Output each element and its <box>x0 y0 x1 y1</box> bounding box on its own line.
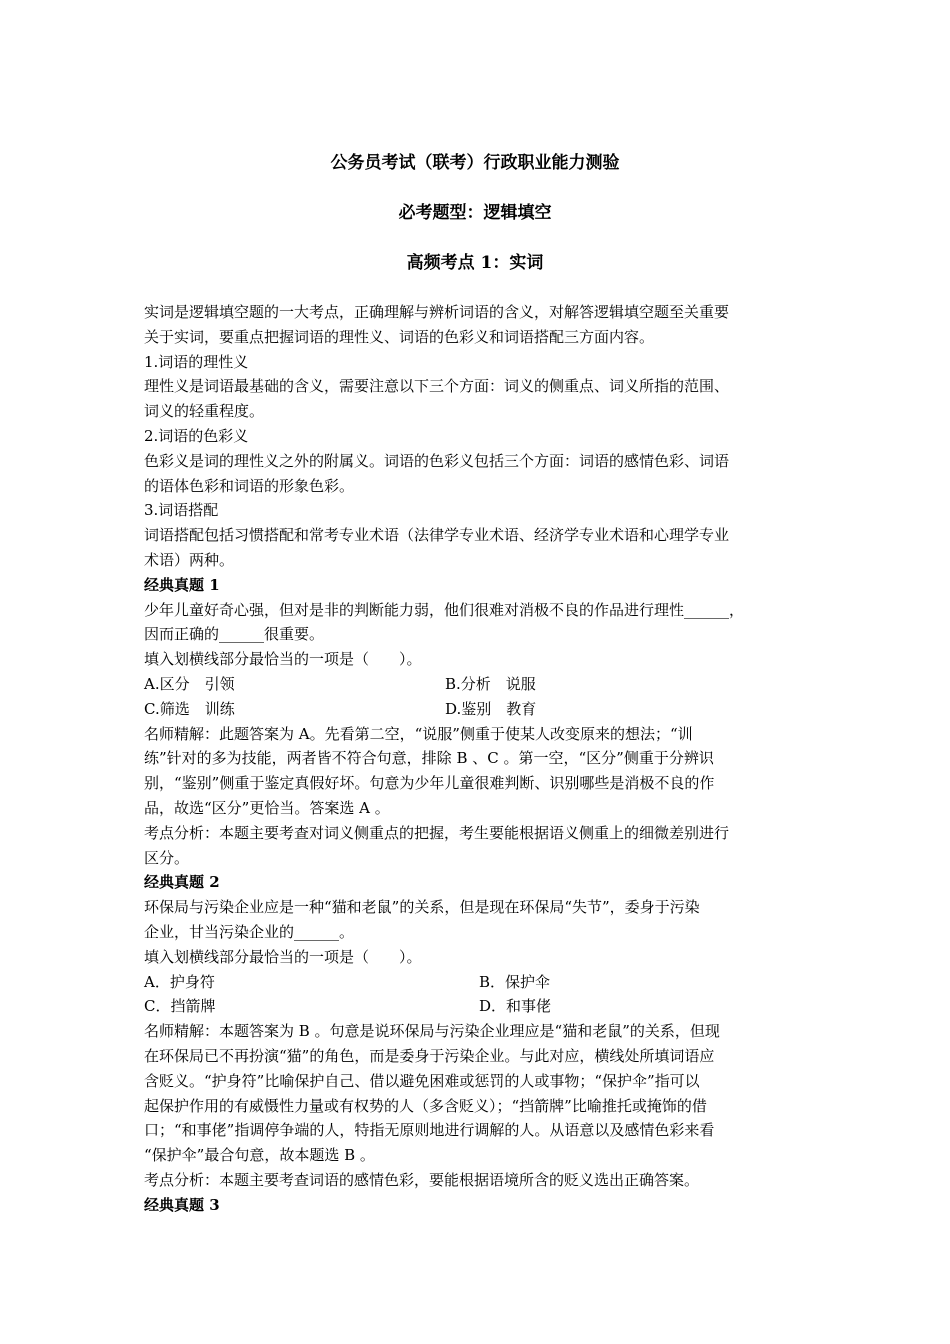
question-text: 环保局与污染企业应是一种“猫和老鼠”的关系，但是现在环保局“失节”，委身于污染 <box>144 898 700 917</box>
q1-option-a: A.区分 引领 <box>144 674 235 693</box>
subheading: 2.词语的色彩义 <box>144 426 249 445</box>
explanation-line: 含贬义。“护身符”比喻保护自己、借以避免困难或惩罚的人或事物；“保护伞”指可以 <box>144 1071 700 1090</box>
explanation-line: 别，“鉴别”侧重于鉴定真假好坏。句意为少年儿童很难判断、识别哪些是消极不良的作 <box>144 774 715 793</box>
question-text: 少年儿童好奇心强，但对是非的判断能力弱，他们很难对消极不良的作品进行理性______， <box>144 600 745 619</box>
explanation-line: 口；“和事佬”指调停争端的人，特指无原则地进行调解的人。从语意以及感情色彩来看 <box>144 1121 715 1140</box>
q2-option-c: C．挡箭牌 <box>144 997 216 1016</box>
question-heading: 经典真题 3 <box>144 1195 220 1214</box>
q2-options-row-2 <box>144 994 820 1019</box>
body-line: 理性义是词语最基础的含义，需要注意以下三个方面：词义的侧重点、词义所指的范围、 <box>144 377 730 396</box>
analysis-line: 区分。 <box>144 848 190 867</box>
question-text: 企业，甘当污染企业的______。 <box>144 922 355 941</box>
question-heading: 经典真题 1 <box>144 575 220 594</box>
explanation-line: 名师精解：此题答案为 A。先看第二空，“说服”侧重于使某人改变原来的想法；“训 <box>144 724 693 743</box>
body-line: 术语）两种。 <box>144 550 235 569</box>
body-line: 实词是逻辑填空题的一大考点，正确理解与辨析词语的含义，对解答逻辑填空题至关重要 <box>144 303 730 321</box>
explanation-line: 练”针对的多为技能，两者皆不符合句意，排除 B 、C 。第一空，“区分”侧重于分辨识 <box>144 749 714 768</box>
q1-option-d: D.鉴别 教育 <box>445 699 537 718</box>
q1-options-row-1 <box>144 672 820 697</box>
section-title: 必考题型：逻辑填空 <box>398 203 552 223</box>
q2-option-d: D．和事佬 <box>479 997 552 1016</box>
subheading: 3.词语搭配 <box>144 501 219 520</box>
explanation-line: 起保护作用的有威慑性力量或有权势的人（多含贬义）；“挡箭牌”比喻推托或掩饰的借 <box>144 1096 707 1115</box>
analysis-line: 考点分析：本题主要考查对词义侧重点的把握，考生要能根据语义侧重上的细微差别进行 <box>144 823 730 842</box>
q2-option-a: A．护身符 <box>144 972 215 991</box>
explanation-line: 品，故选“区分”更恰当。答案选 A 。 <box>144 798 390 817</box>
subheading: 1.词语的理性义 <box>144 352 249 371</box>
question-prompt: 填入划横线部分最恰当的一项是（ ）。 <box>144 650 422 669</box>
body-line: 的语体色彩和词语的形象色彩。 <box>144 476 355 495</box>
q2-option-b: B．保护伞 <box>479 972 551 991</box>
explanation-line: 在环保局已不再扮演“猫”的角色，而是委身于污染企业。与此对应，横线处所填词语应 <box>144 1046 715 1065</box>
body-line: 关于实词，要重点把握词语的理性义、词语的色彩义和词语搭配三方面内容。 <box>144 327 655 346</box>
body-line: 色彩义是词的理性义之外的附属义。词语的色彩义包括三个方面：词语的感情色彩、词语 <box>144 451 730 470</box>
question-heading: 经典真题 2 <box>144 873 220 892</box>
body-line: 词义的轻重程度。 <box>144 402 265 421</box>
topic-title: 高频考点 1：实词 <box>406 253 544 273</box>
q1-option-b: B.分析 说服 <box>445 674 536 693</box>
document-title: 公务员考试（联考）行政职业能力测验 <box>330 153 620 173</box>
q1-options-row-2 <box>144 697 820 722</box>
question-text: 因而正确的______很重要。 <box>144 625 325 644</box>
explanation-line: 名师精解：本题答案为 B 。句意是说环保局与污染企业理应是“猫和老鼠”的关系，但现 <box>144 1022 720 1041</box>
body-line: 词语搭配包括习惯搭配和常考专业术语（法律学专业术语、经济学专业术语和心理学专业 <box>144 526 730 545</box>
q1-option-c: C.筛选 训练 <box>144 699 235 718</box>
question-prompt: 填入划横线部分最恰当的一项是（ ）。 <box>144 947 422 966</box>
q2-options-row-1 <box>144 970 820 995</box>
analysis-line: 考点分析：本题主要考查词语的感情色彩，要能根据语境所含的贬义选出正确答案。 <box>144 1170 700 1189</box>
document-body <box>144 300 820 1217</box>
explanation-line: “保护伞”最合句意，故本题选 B 。 <box>144 1146 375 1165</box>
